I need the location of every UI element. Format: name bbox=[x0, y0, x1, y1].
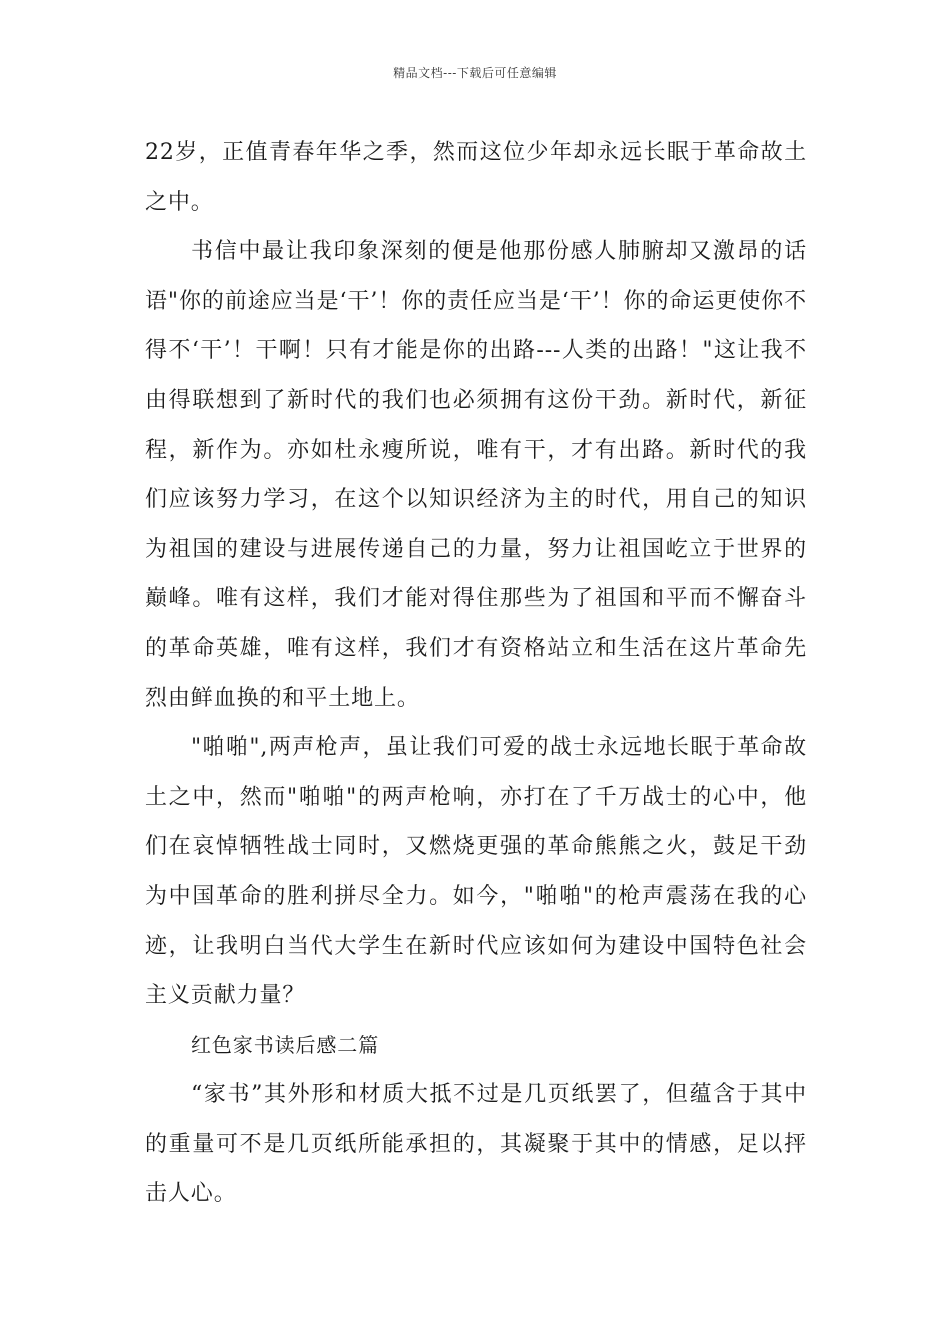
page-header: 精品文档---下载后可任意编辑 bbox=[393, 66, 557, 80]
paragraph-4: “家书”其外形和材质大抵不过是几页纸罢了，但蕴含于其中的重量可不是几页纸所能承担的，其凝聚于其中的情感，足以抨击人心。 bbox=[145, 1082, 807, 1207]
paragraph-3: "啪啪",两声枪声，虽让我们可爱的战士永远地长眠于革命故土之中，然而"啪啪"的两声枪响，亦打在了千万战士的心中，他们在哀悼牺牲战士同时，又燃烧更强的革命熊熊之火，鼓足干劲为中国革命的胜利拼尽全力。如今，"啪啪"的枪声震荡在我的心迹，让我明白当代大学生在新时代应该如何为建设中国特色社会主义贡献力量？ bbox=[145, 735, 807, 1009]
document-body bbox=[145, 128, 807, 1219]
section-heading: 红色家书读后感二篇 bbox=[191, 1032, 380, 1057]
paragraph-2: 书信中最让我印象深刻的便是他那份感人肺腑却又激昂的话语"你的前途应当是‘干’！你的责任应当是‘干’！你的命运更使你不得不‘干’！干啊！只有才能是你的出路---人类的出路！"这让我不由得联想到了新时代的我们也必须拥有这份干劲。新时代，新征程，新作为。亦如杜永瘦所说，唯有干，才有出路。新时代的我们应该努力学习，在这个以知识经济为主的时代，用自己的知识为祖国的建设与进展传递自己的力量，努力让祖国屹立于世界的巅峰。唯有这样，我们才能对得住那些为了祖国和平而不懈奋斗的革命英雄，唯有这样，我们才有资格站立和生活在这片革命先烈由鲜血换的和平土地上。 bbox=[145, 239, 807, 711]
paragraph-1: 22岁，正值青春年华之季，然而这位少年却永远长眠于革命故土之中。 bbox=[145, 140, 807, 215]
